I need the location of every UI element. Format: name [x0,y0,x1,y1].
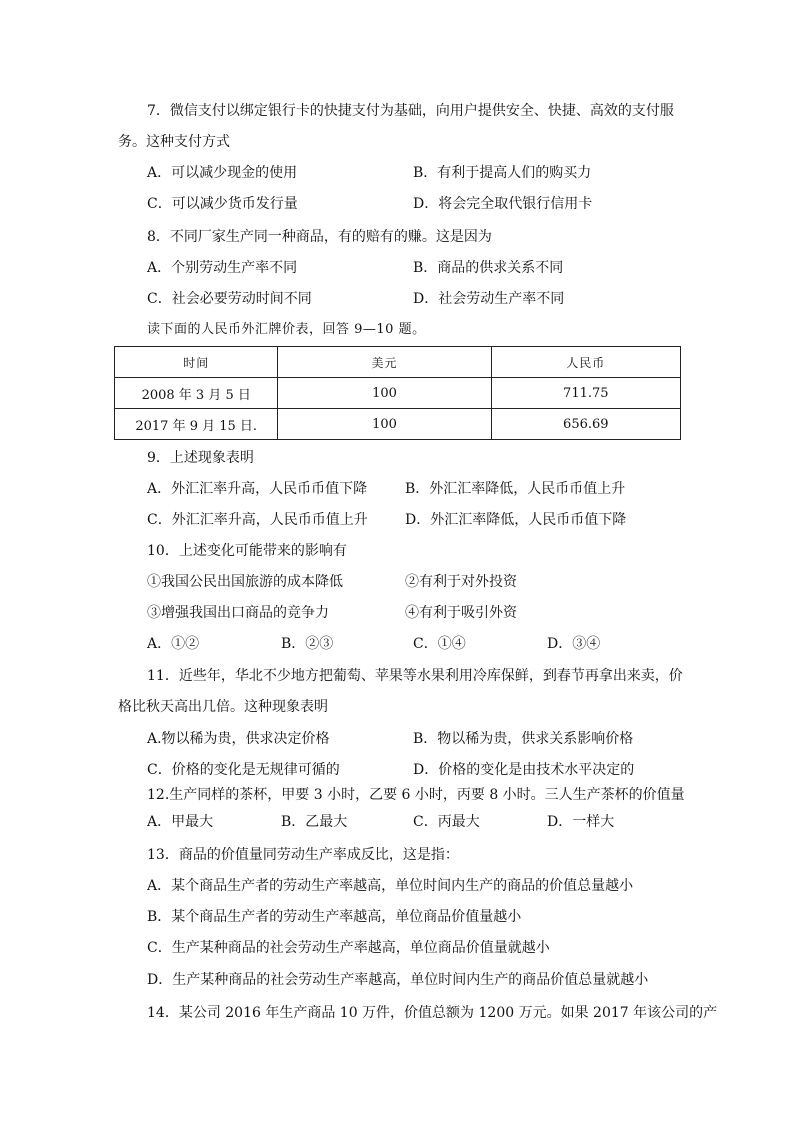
q10-option-d: D．③④ [547,636,601,652]
q7-stem-line2: 务。这种支付方式 [118,134,230,150]
q10-stem: 10．上述变化可能带来的影响有 [147,543,347,559]
q7-option-d: D．将会完全取代银行信用卡 [413,196,593,212]
q10-statement-4: ④有利于吸引外资 [405,605,517,621]
q9-option-c: C．外汇汇率升高，人民币币值上升 [147,512,368,528]
table-header-row [115,347,681,378]
q13-stem: 13．商品的价值量同劳动生产率成反比，这是指： [147,847,459,863]
q11-stem-line1: 11．近些年，华北不少地方把葡萄、苹果等水果利用冷库保鲜，到春节再拿出来卖，价 [147,668,683,684]
header-rmb: 人民币 [491,347,680,378]
q8-option-b: B．商品的供求关系不同 [413,260,564,276]
table-row [115,378,681,409]
q9-stem: 9．上述现象表明 [147,450,254,466]
q10-option-a: A．①② [147,636,200,652]
q10-statement-2: ②有利于对外投资 [405,574,517,590]
q10-statement-3: ③增强我国出口商品的竞争力 [147,605,329,621]
q11-option-d: D．价格的变化是由技术水平决定的 [413,762,635,778]
exchange-rate-table [114,346,681,440]
q13-option-d: D．生产某种商品的社会劳动生产率越高，单位时间内生产的商品价值总量就越小 [147,972,649,988]
q12-option-a: A．甲最大 [147,814,214,830]
q9-option-a: A．外汇汇率升高，人民币币值下降 [147,481,368,497]
q7-option-a: A．可以减少现金的使用 [147,165,298,181]
q10-option-b: B．②③ [281,636,334,652]
q8-stem: 8．不同厂家生产同一种商品，有的赔有的赚。这是因为 [147,229,492,245]
q10-option-c: C．①④ [413,636,466,652]
q8-option-a: A．个别劳动生产率不同 [147,260,298,276]
q11-option-a: A.物以稀为贵，供求决定价格 [147,731,330,747]
q11-option-c: C．价格的变化是无规律可循的 [147,762,340,778]
q13-option-a: A．某个商品生产者的劳动生产率越高，单位时间内生产的商品的价值总量越小 [147,878,634,894]
table-row [115,409,681,440]
q12-stem: 12.生产同样的茶杯，甲要 3 小时，乙要 6 小时，丙要 8 小时。三人生产茶杯的价值量 [147,787,685,803]
q11-stem-line2: 格比秋天高出几倍。这种现象表明 [118,699,328,715]
q12-option-b: B．乙最大 [281,814,348,830]
q13-option-c: C．生产某种商品的社会劳动生产率越高，单位商品价值量就越小 [147,940,550,956]
q7-option-c: C．可以减少货币发行量 [147,196,298,212]
q8-option-d: D．社会劳动生产率不同 [413,291,565,307]
q12-option-d: D．一样大 [547,814,615,830]
q13-option-b: B．某个商品生产者的劳动生产率越高，单位商品价值量越小 [147,909,522,925]
cell-date: 2008 年 3 月 5 日 [115,378,278,409]
header-usd: 美元 [278,347,491,378]
q9-option-d: D．外汇汇率降低，人民币币值下降 [405,512,627,528]
cell-rmb: 656.69 [491,409,680,440]
q12-option-c: C．丙最大 [413,814,480,830]
q10-statement-1: ①我国公民出国旅游的成本降低 [147,574,343,590]
q7-stem-line1: 7．微信支付以绑定银行卡的快捷支付为基础，向用户提供安全、快捷、高效的支付服 [147,103,674,119]
cell-usd: 100 [278,409,491,440]
cell-date: 2017 年 9 月 15 日. [115,409,278,440]
q14-stem-line1: 14．某公司 2016 年生产商品 10 万件，价值总额为 1200 万元。如果 2017 年该公司的产 [147,1005,718,1021]
cell-rmb: 711.75 [491,378,680,409]
q9-option-b: B．外汇汇率降低，人民币币值上升 [405,481,626,497]
table-intro: 读下面的人民币外汇牌价表，回答 9—10 题。 [147,322,426,337]
q7-option-b: B．有利于提高人们的购买力 [413,165,592,181]
header-time: 时间 [115,347,278,378]
cell-usd: 100 [278,378,491,409]
q8-option-c: C．社会必要劳动时间不同 [147,291,312,307]
q11-option-b: B．物以稀为贵，供求关系影响价格 [413,731,634,747]
